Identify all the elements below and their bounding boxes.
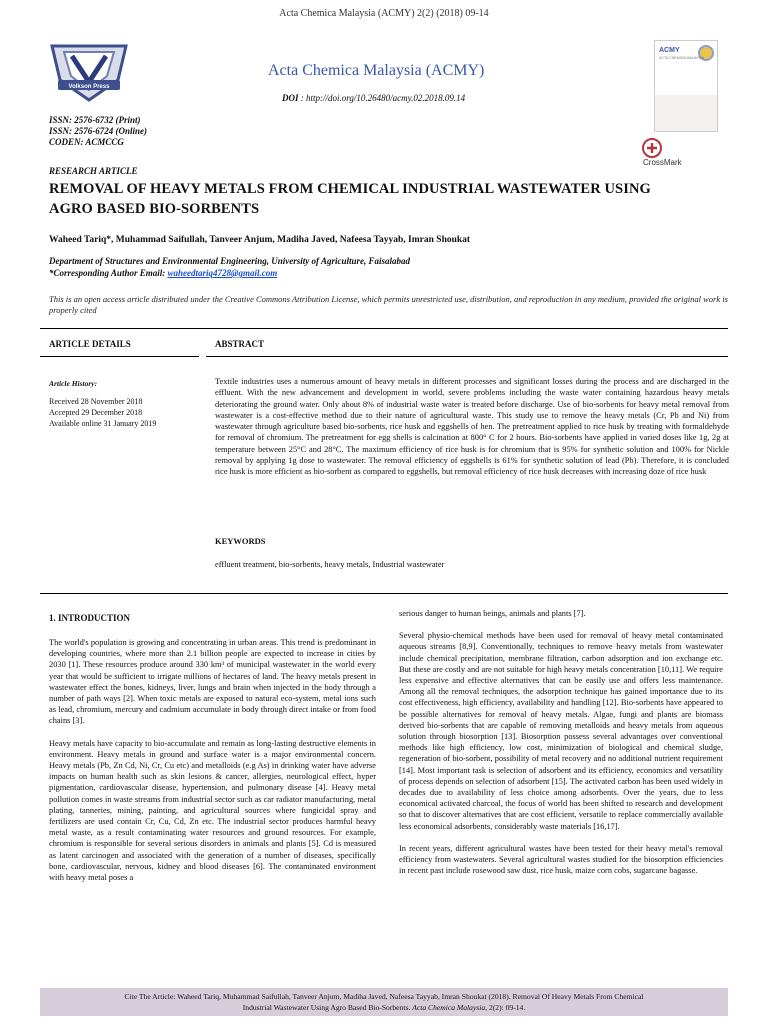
article-details-heading: ARTICLE DETAILS	[49, 339, 131, 349]
paragraph: In recent years, different agricultural wastes have been tested for their heavy metal's removal efficiency from wastewaters. Several agricultural wastes studied for the biosorption efficiencies in recent past include rosewood saw dust, rice husk, maize corn cobs, sugarcane bagasse.	[399, 843, 723, 876]
abstract-text: Textile industries uses a numerous amount of heavy metals in different processes and significant losses during the process and are discharged in the effluent. With the new advancement and development in world, severe problems including the waste water containing hazardous heavy metals deteriorating the ground water. Only about 8% of industrial waste water is treated before discharge. Use of bio-sorbents for heavy metal removal from wastewater is a cost-effective method due to their nature of agricultural waste. This study use to remove the heavy metals (Cr, Pb and Ni) from wastewater through agriculture based bio-sorbents, rice husk and eggshells of hen. The pretreatment applied to rice husk by treating with formaldehyde for removal of chromium. The pretreatment for egg shells is calcination at 800° C for 2 hours. Bio-sorbents have applied in varied doses like 1g, 2g at temperature between 25°C and 28°C. The maximum efficiency of rice husk is for chromium that is 95% for synthetic solution and 100% for Nickle removal by applying 1g dose to wastewater. The removal efficiency of eggshells is 61% for synthetic solution of lead (Pb). Therefore, it is concluded rice husk is more efficient as bio-sorbent as compared to eggshells, but removal efficiency of rice husk decreases with increasing doze of rice husk	[215, 377, 729, 477]
journal-cover-thumbnail	[654, 40, 718, 132]
introduction-heading: 1. INTRODUCTION	[49, 613, 131, 623]
doi-label: DOI	[282, 93, 299, 103]
paragraph: Heavy metals have capacity to bio-accumulate and remain as long-lasting destructive elements in environment. Heavy metals in ground and surface water is a major environmental concern. Heavy metals (Pb, Zn Cd, Ni, Cr, Cu etc) and metalloids (e.g As) in drinking water have adverse impacts on human health such as skin lesions & cancer, allergies, neurological effect, hyper pigmentation, cardiovascular disease, hypertension, and pulmonary disease [4]. Heavy metal pollution comes in waste streams from industrial sector such as car radiator manufacturing, metal plating, tanneries, mining, painting, and agricultural sources where fungicidal spray and fertilizers are used contain Cr, Cu, Cd, Zn etc. The industrial sector produces harmful heavy metal waste, as a result contaminating water resources and ground resources. For example, chromium is responsible for several serious disorders in animals and plants [5]. Cd is measured as latent carcinogen and associated with the generation of a number of diseases, specifically bone, cardiovascular, nervous, kidney and blood diseases [6]. The contaminated environment with heavy metal poses a	[49, 738, 376, 883]
citation-line-1: Cite The Article: Waheed Tariq, Muhammad Saifullah, Tanveer Anjum, Madiha Javed, Nafeesa Tayyab, Imran Shoukat (2018). Removal Of Heavy Metals From Chemical	[124, 992, 644, 1001]
issn-online: ISSN: 2576-6724 (Online)	[49, 126, 148, 136]
paragraph: The world's population is growing and concentrating in urban areas. This trend is predominant in developing countries, where more than 2.1 billion people are expected to increase in cities by 2030 [1]. These resources produce around 330 km³ of municipal wastewater in the world every year that would be sufficient to irrigate millions of hectares of land. The heavy metals present in wastewater effect the bones, kidneys, liver, lungs and brain when injected in the body through a number of path ways [2]. When toxic metals are exposed to natural eco-system, metal ions such as lead, chromium, mercury and cadmium accumulate in body through direct intake or from food chains [3].	[49, 638, 376, 726]
citation-title-end: Industrial Wastewater Using Agro Based Bio-Sorbents.	[242, 1002, 413, 1012]
journal-name: Acta Chemica Malaysia (ACMY)	[268, 62, 485, 79]
citation-line-2	[40, 1003, 728, 1014]
license-statement: This is an open access article distributed under the Creative Commons Attribution License, which permits unrestricted use, distribution, and reproduction in any medium, provided the original work is properly cited	[49, 294, 728, 315]
cover-title: ACMY	[659, 47, 680, 54]
cover-subtitle: ACTA CHEMICA MALAYSIA	[659, 56, 705, 60]
paragraph: serious danger to human beings, animals and plants [7].	[399, 609, 586, 618]
online-date: Available online 31 January 2019	[49, 419, 157, 428]
abstract-heading: ABSTRACT	[215, 339, 265, 349]
crossmark-label: CrossMark	[643, 158, 682, 167]
corresponding-email-link[interactable]: waheedtariq4728@gmail.com	[167, 268, 278, 278]
affiliation: Department of Structures and Environmental Engineering, University of Agriculture, Faisalabad	[49, 256, 410, 266]
paragraph: Several physio-chemical methods have been used for removal of heavy metal contaminated aqueous streams [8,9]. Conventionally, techniques to remove heavy metals from wastewater include chemical precipitation, membrane filtration, carbon adsorption and ion exchange etc. But these are costly and are not suitable for high heavy metals concentration [10,11]. We require less expensive and effective alternatives that can be easily use and offers less maintenance. Among all the removal techniques, the adsorption technique has gained importance due to its cost effectiveness, high efficiency, availability and handling [12]. Bio-sorbents have appeared to be possible alternatives for removal of heavy metals. Algae, fungi and plants are biomass derived bio-sorbents that are capable of removing metalloids and heavy metals from aqueous solution through biosorption [13]. Biosorption possess several advantages over conventional methods like high efficiency, low cost, minimization of biological and chemical sludge, regeneration of bio-sorbent, possibility of metal recovery and no additional nutrient requirement [14]. Most important task is selection of adsorbent and its efficiency, economics and versatility of process depends on selection of adsorbent [15]. The activated carbon has been used widely in decades due to availability of less choice among adsorbents. Over the years, due to less economical activated charcoal, the focus of world has been shifted to research and development so that to discover alternatives that are cost efficient, versatile to replace commercially available less economical adsorbents, considerably waste materials [16,17].	[399, 631, 723, 831]
top-divider	[40, 328, 728, 329]
history-label: Article History:	[49, 379, 98, 388]
publisher-logo	[44, 40, 134, 106]
keywords-heading: KEYWORDS	[215, 536, 266, 546]
article-title	[49, 179, 729, 219]
issn-print: ISSN: 2576-6732 (Print)	[49, 115, 141, 125]
citation-journal: Acta Chemica Malaysia	[412, 1002, 486, 1012]
details-divider	[40, 356, 199, 357]
coden: CODEN: ACMCCG	[49, 137, 124, 147]
issn-block	[49, 115, 147, 148]
doi-link[interactable]: : http://doi.org/10.26480/acmy.02.2018.09.14	[300, 93, 466, 103]
affiliation-block	[49, 255, 410, 279]
corresponding-author	[49, 267, 410, 279]
title-line-1: REMOVAL OF HEAVY METALS FROM CHEMICAL INDUSTRIAL WASTEWATER USING	[49, 181, 651, 197]
citation-volume: , 2(2): 09-14.	[485, 1002, 526, 1012]
doi-line	[282, 93, 465, 103]
running-head: Acta Chemica Malaysia (ACMY) 2(2) (2018) 09-14	[279, 8, 489, 19]
citation-footer	[40, 988, 728, 1016]
corresponding-label: *Corresponding Author Email:	[49, 268, 168, 278]
left-column	[49, 637, 376, 894]
body-divider	[40, 593, 728, 594]
right-column	[399, 608, 723, 887]
author-list: Waheed Tariq*, Muhammad Saifullah, Tanveer Anjum, Madiha Javed, Nafeesa Tayyab, Imran Shoukat	[49, 235, 471, 245]
accepted-date: Accepted 29 December 2018	[49, 408, 143, 417]
abstract-divider	[206, 356, 728, 357]
received-date: Received 28 November 2018	[49, 397, 143, 406]
logo-text: Volkson Press	[68, 84, 110, 90]
article-type: RESEARCH ARTICLE	[49, 166, 138, 176]
keywords-text: effluent treatment, bio-sorbents, heavy metals, Industrial wastewater	[215, 560, 445, 569]
cover-illustration	[655, 95, 717, 131]
title-line-2: AGRO BASED BIO-SORBENTS	[49, 201, 260, 217]
crossmark-badge[interactable]	[640, 138, 720, 168]
